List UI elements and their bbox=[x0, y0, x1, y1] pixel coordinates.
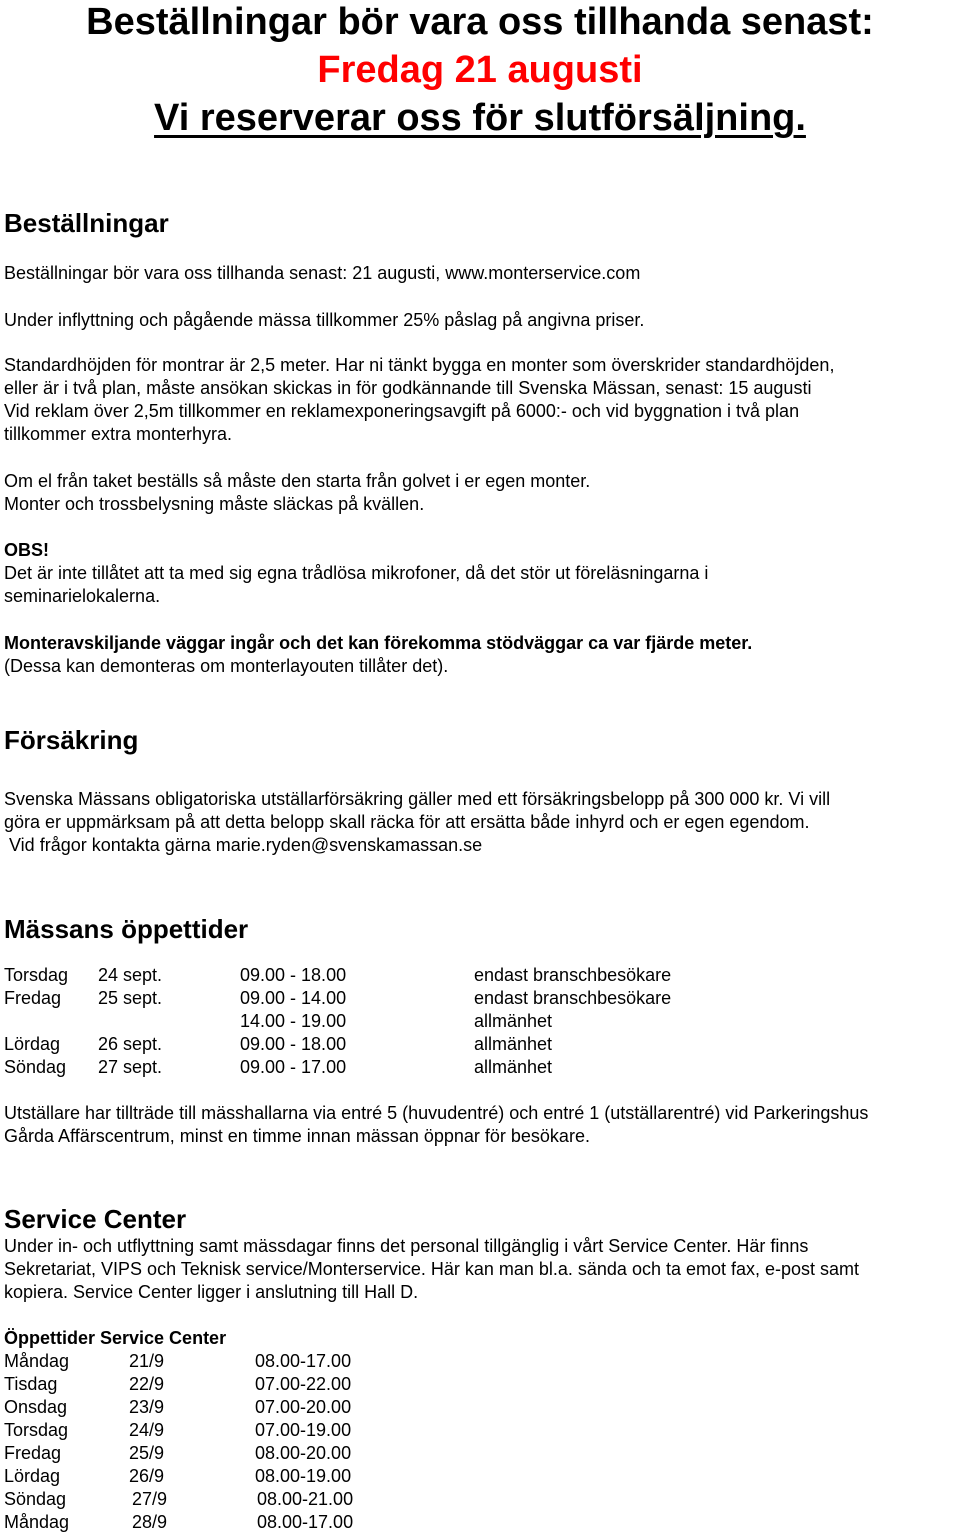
hours-title: Mässans öppettider bbox=[4, 914, 249, 944]
service-day: Fredag bbox=[4, 1443, 62, 1463]
hours-time: 09.00 - 17.00 bbox=[240, 1057, 347, 1077]
hours-time: 14.00 - 19.00 bbox=[240, 1011, 347, 1031]
hours-note: allmänhet bbox=[474, 1011, 553, 1031]
hours-note: allmänhet bbox=[474, 1034, 553, 1054]
service-time: 07.00-22.00 bbox=[255, 1374, 352, 1394]
walls-notice: Monteravskiljande väggar ingår och det kan förekomma stödväggar ca var fjärde meter. bbox=[4, 633, 753, 653]
service-line-2: Sekretariat, VIPS och Teknisk service/Monterservice. Här kan man bl.a. sända och ta emot fax, e-post samt bbox=[4, 1259, 860, 1279]
service-day: Torsdag bbox=[4, 1420, 69, 1440]
hours-note: endast branschbesökare bbox=[474, 988, 672, 1008]
entry-line-2: Gårda Affärscentrum, minst en timme innan mässan öppnar för besökare. bbox=[4, 1126, 590, 1146]
service-line-1: Under in- och utflyttning samt mässdagar finns det personal tillgänglig i vårt Service Center. Här finns bbox=[4, 1236, 809, 1256]
service-date: 28/9 bbox=[132, 1512, 168, 1532]
service-day: Tisdag bbox=[4, 1374, 58, 1394]
hours-time: 09.00 - 18.00 bbox=[240, 1034, 347, 1054]
obs-line-1: Det är inte tillåtet att ta med sig egna trådlösa mikrofoner, då det stör ut föreläsningarna i bbox=[4, 563, 709, 583]
orders-height-line-3: Vid reklam över 2,5m tillkommer en reklamexponeringsavgift på 6000:- och vid byggnation i två plan bbox=[4, 401, 800, 421]
orders-deadline-text: Beställningar bör vara oss tillhanda senast: 21 augusti, www.monterservice.com bbox=[4, 263, 641, 283]
service-hours-title: Öppettider Service Center bbox=[4, 1328, 227, 1348]
service-title: Service Center bbox=[4, 1204, 187, 1234]
orders-electricity-line-1: Om el från taket beställs så måste den starta från golvet i er egen monter. bbox=[4, 471, 591, 491]
service-date: 21/9 bbox=[129, 1351, 165, 1371]
insurance-line-2: göra er uppmärksam på att detta belopp skall räcka för att ersätta både inhyrd och er egen egendom. bbox=[4, 812, 810, 832]
insurance-line-1: Svenska Mässans obligatoriska utställarförsäkring gäller med ett försäkringsbelopp på 300 000 kr. Vi vill bbox=[4, 789, 831, 809]
service-time: 08.00-17.00 bbox=[257, 1512, 354, 1532]
service-day: Onsdag bbox=[4, 1397, 68, 1417]
service-time: 08.00-21.00 bbox=[257, 1489, 354, 1509]
hours-note: allmänhet bbox=[474, 1057, 553, 1077]
header-reservation-text: Vi reserverar oss för slutförsäljning. bbox=[154, 97, 806, 139]
orders-height-line-2: eller är i två plan, måste ansökan skickas in för godkännande till Svenska Mässan, senast: 15 augusti bbox=[4, 378, 812, 398]
service-day: Måndag bbox=[4, 1512, 70, 1532]
service-day: Måndag bbox=[4, 1351, 70, 1371]
service-time: 08.00-20.00 bbox=[255, 1443, 352, 1463]
orders-height-line-1: Standardhöjden för montrar är 2,5 meter. Har ni tänkt bygga en monter som överskrider standardhöjden, bbox=[4, 355, 835, 375]
service-date: 27/9 bbox=[132, 1489, 168, 1509]
hours-date: 25 sept. bbox=[98, 988, 163, 1008]
header-deadline-date: Fredag 21 augusti bbox=[317, 49, 643, 91]
hours-day: Söndag bbox=[4, 1057, 67, 1077]
hours-date: 27 sept. bbox=[98, 1057, 163, 1077]
orders-surcharge-text: Under inflyttning och pågående mässa tillkommer 25% påslag på angivna priser. bbox=[4, 310, 645, 330]
orders-title: Beställningar bbox=[4, 208, 169, 238]
service-date: 23/9 bbox=[129, 1397, 165, 1417]
orders-electricity-line-2: Monter och trossbelysning måste släckas på kvällen. bbox=[4, 494, 425, 514]
hours-time: 09.00 - 18.00 bbox=[240, 965, 347, 985]
hours-note: endast branschbesökare bbox=[474, 965, 672, 985]
service-date: 26/9 bbox=[129, 1466, 165, 1486]
obs-label: OBS! bbox=[4, 540, 49, 560]
service-day: Söndag bbox=[4, 1489, 67, 1509]
header-reservation bbox=[0, 96, 960, 140]
service-time: 07.00-19.00 bbox=[255, 1420, 352, 1440]
insurance-contact-line: Vid frågor kontakta gärna marie.ryden@svenskamassan.se bbox=[4, 835, 483, 855]
entry-line-1: Utställare har tillträde till mässhallarna via entré 5 (huvudentré) och entré 1 (utställarentré) vid Parkeringshus bbox=[4, 1103, 869, 1123]
orders-height-line-4: tillkommer extra monterhyra. bbox=[4, 424, 233, 444]
hours-day: Torsdag bbox=[4, 965, 69, 985]
hours-date: 26 sept. bbox=[98, 1034, 163, 1054]
hours-day: Lördag bbox=[4, 1034, 61, 1054]
service-line-3: kopiera. Service Center ligger i anslutning till Hall D. bbox=[4, 1282, 419, 1302]
insurance-title: Försäkring bbox=[4, 725, 139, 755]
hours-date: 24 sept. bbox=[98, 965, 163, 985]
obs-line-2: seminarielokalerna. bbox=[4, 586, 161, 606]
service-day: Lördag bbox=[4, 1466, 61, 1486]
service-time: 08.00-17.00 bbox=[255, 1351, 352, 1371]
service-date: 22/9 bbox=[129, 1374, 165, 1394]
service-date: 25/9 bbox=[129, 1443, 165, 1463]
service-time: 07.00-20.00 bbox=[255, 1397, 352, 1417]
service-date: 24/9 bbox=[129, 1420, 165, 1440]
walls-note: (Dessa kan demonteras om monterlayouten tillåter det). bbox=[4, 656, 449, 676]
header-deadline-line: Beställningar bör vara oss tillhanda senast: bbox=[86, 1, 874, 43]
hours-time: 09.00 - 14.00 bbox=[240, 988, 347, 1008]
service-time: 08.00-19.00 bbox=[255, 1466, 352, 1486]
hours-day: Fredag bbox=[4, 988, 62, 1008]
